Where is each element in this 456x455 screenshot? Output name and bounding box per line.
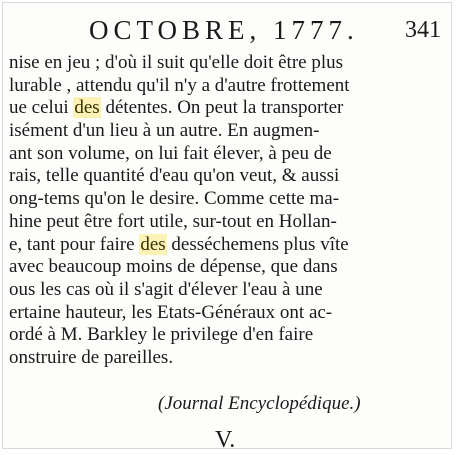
body-text [9,52,449,370]
search-highlight: des [74,97,100,119]
text-line: hine peut être fort utile, sur-tout en Hollan- [9,210,337,232]
text-line: onstruire de pareilles. [9,346,174,368]
text-line: ertaine hauteur, les Etats-Généraux ont ac- [9,301,333,323]
text-line: ong-tems qu'on le desire. Comme cette ma- [9,188,340,210]
page-header [3,15,451,45]
section-letter: V. [215,427,236,449]
page-number: 341 [405,17,441,43]
search-highlight: des [140,233,166,255]
running-title: OCTOBRE, 1777. [89,15,359,45]
text-line: ous les cas où il s'agit d'élever l'eau à une [9,278,323,300]
text-line: isément d'un lieu à un autre. En augmen- [9,120,320,142]
text-line: ordé à M. Barkley le privilege d'en faire [9,324,314,346]
text-line: lurable , attendu qu'il n'y a d'autre frottement [9,74,350,96]
text-line: ue celui des détentes. On peut la transporter [9,97,344,119]
text-line: e, tant pour faire des desséchemens plus vîte [9,233,349,255]
text-line: nise en jeu ; d'où il suit qu'elle doit être plus [9,52,344,73]
text-line: avec beaucoup moins de dépense, que dans [9,256,338,278]
book-page [2,2,452,449]
text-line: ant son volume, on lui fait élever, à peu de [9,142,332,164]
citation: (Journal Encyclopédique.) [158,393,361,414]
text-line: rais, telle quantité d'eau qu'on veut, & aussi [9,165,340,187]
